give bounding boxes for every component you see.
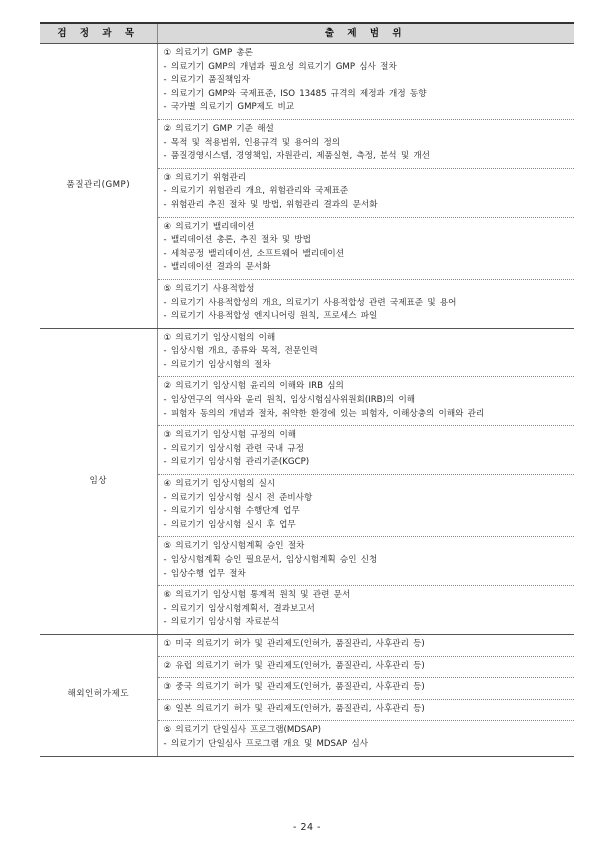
section-item: - 의료기기 임상시험의 절차	[163, 359, 271, 370]
section-item: - 밸리데이션 총론, 추진 절차 및 방법	[163, 235, 311, 246]
scope-cell	[157, 377, 574, 426]
section-item: - 피험자 동의의 개념과 절차, 취약한 환경에 있는 피험자, 이해상충의 이해와 관리	[163, 408, 485, 419]
subject-cell: 품질관리(GMP)	[40, 44, 157, 329]
table-row	[40, 44, 574, 120]
table-header-row	[40, 23, 574, 44]
section-item: - 의료기기 단일심사 프로그램 개요 및 MDSAP 심사	[163, 738, 369, 749]
section-title: ④ 의료기기 임상시험의 실시	[163, 479, 276, 490]
scope-cell	[157, 656, 574, 678]
section-item: - 의료기기 임상시험 실시 전 준비사항	[163, 492, 313, 503]
section-item: - 의료기기 사용적합성의 개요, 의료기기 사용적합성 관련 국제표준 및 용어	[163, 297, 457, 308]
scope-cell	[157, 44, 574, 120]
section-item: - 의료기기 임상시험 관련 국내 규정	[163, 443, 304, 454]
section-title: ③ 의료기기 위험관리	[163, 172, 247, 183]
scope-cell	[157, 634, 574, 656]
section-item: - 의료기기 임상시험계획서, 결과보고서	[163, 603, 315, 614]
section-item: - 목적 및 적용범위, 인용규격 및 용어의 정의	[163, 137, 341, 148]
section-item: - 의료기기 사용적합성 엔지니어링 원칙, 프로세스 파일	[163, 311, 378, 322]
table-row	[40, 328, 574, 377]
scope-cell	[157, 586, 574, 635]
section-title: ② 의료기기 GMP 기준 해설	[163, 123, 274, 134]
section-item: - 임상시험계획 승인 필요문서, 임상시험계획 승인 신청	[163, 555, 378, 565]
page-number: - 24 -	[293, 822, 321, 833]
scope-cell	[157, 537, 574, 586]
section-item: - 세척공정 밸리데이션, 소프트웨어 밸리데이션	[163, 248, 344, 259]
scope-cell	[157, 217, 574, 279]
section-item: - 의료기기 임상시험 자료분석	[163, 617, 279, 628]
section-title: ③ 중국 의료기기 허가 및 관리제도(인허가, 품질관리, 사후관리 등)	[163, 682, 425, 693]
section-title: ④ 의료기기 밸리데이션	[163, 221, 255, 232]
section-item: - 의료기기 임상시험 실시 후 업무	[163, 519, 296, 530]
scope-cell	[157, 721, 574, 756]
section-item: - 임상수행 업무 절차	[163, 568, 246, 579]
table-row	[40, 634, 574, 656]
document-page	[40, 22, 574, 757]
section-title: ② 의료기기 임상시험 윤리의 이해와 IRB 심의	[163, 381, 344, 392]
section-title: ① 미국 의료기기 허가 및 관리제도(인허가, 품질관리, 사후관리 등)	[163, 638, 425, 649]
section-item: - 위험관리 추진 절차 및 방법, 위험관리 결과의 문서화	[163, 199, 378, 210]
section-item: - 국가별 의료기기 GMP제도 비교	[163, 102, 295, 113]
table-body	[40, 44, 574, 757]
section-title: ⑤ 의료기기 단일심사 프로그램(MDSAP)	[163, 725, 321, 736]
section-item: - 의료기기 GMP와 국제표준, ISO 13485 규격의 제정과 개정 동향	[163, 88, 427, 99]
section-item: - 의료기기 품질책임자	[163, 75, 250, 86]
subject-cell: 임상	[40, 328, 157, 634]
section-title: ④ 일본 의료기기 허가 및 관리제도(인허가, 품질관리, 사후관리 등)	[163, 703, 425, 714]
section-item: - 임상시험 개요, 종류와 목적, 전문인력	[163, 346, 318, 357]
scope-cell	[157, 168, 574, 217]
scope-cell	[157, 328, 574, 377]
exam-scope-table	[40, 22, 574, 757]
section-title: ⑤ 의료기기 사용적합성	[163, 283, 255, 294]
section-item: - 의료기기 임상시험 수행단계 업무	[163, 506, 300, 517]
section-item: - 의료기기 위험관리 개요, 위험관리와 국제표준	[163, 186, 349, 197]
section-title: ⑤ 의료기기 임상시험계획 승인 절차	[163, 541, 305, 552]
section-item: - 의료기기 GMP의 개념과 필요성 의료기기 GMP 심사 절차	[163, 61, 397, 72]
scope-cell	[157, 699, 574, 721]
scope-cell	[157, 678, 574, 700]
section-title: ② 유럽 의료기기 허가 및 관리제도(인허가, 품질관리, 사후관리 등)	[163, 660, 425, 671]
header-subject: 검 정 과 목	[40, 23, 157, 44]
section-item: - 임상연구의 역사와 윤리 원칙, 임상시험심사위원회(IRB)의 이해	[163, 395, 416, 406]
section-item: - 품질경영시스템, 경영책임, 자원관리, 제품실현, 측정, 분석 및 개선	[163, 151, 430, 162]
section-title: ③ 의료기기 임상시험 규정의 이해	[163, 430, 297, 441]
section-item: - 밸리데이션 결과의 문서화	[163, 262, 271, 273]
scope-cell	[157, 475, 574, 537]
header-scope: 출 제 범 위	[157, 23, 574, 44]
section-title: ⑥ 의료기기 임상시험 통계적 원칙 및 관련 문서	[163, 590, 351, 601]
scope-cell	[157, 426, 574, 475]
scope-cell	[157, 279, 574, 328]
section-title: ① 의료기기 임상시험의 이해	[163, 332, 276, 343]
section-title: ① 의료기기 GMP 총론	[163, 48, 253, 58]
section-item: - 의료기기 임상시험 관리기준(KGCP)	[163, 457, 310, 468]
subject-cell: 해외인허가제도	[40, 634, 157, 756]
scope-cell	[157, 119, 574, 168]
